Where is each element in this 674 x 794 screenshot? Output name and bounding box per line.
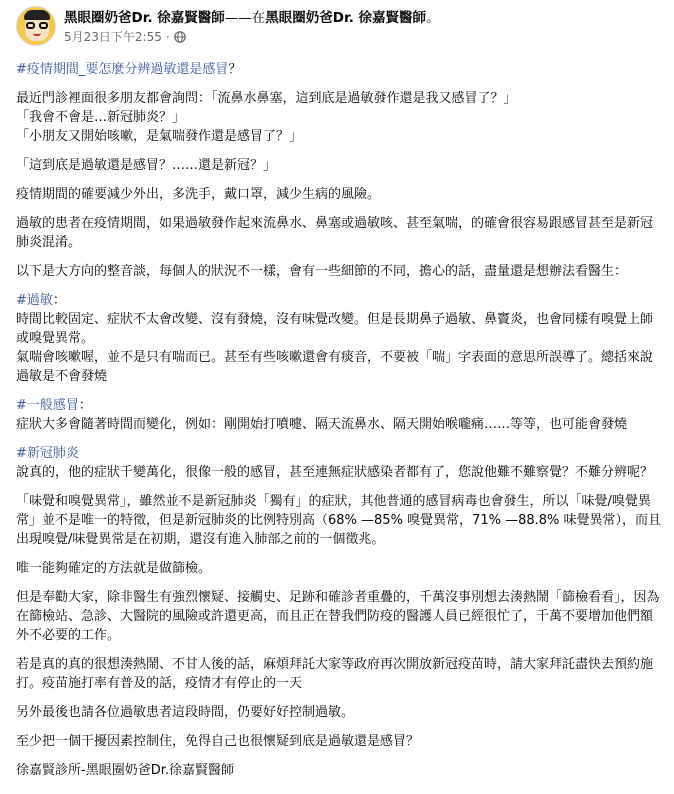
post-title	[16, 60, 662, 79]
author-line	[64, 9, 440, 27]
paragraph-control: 另外最後也請各位過敏患者這段時間，仍要好好控制過敏。	[16, 705, 355, 720]
hashtag-allergy[interactable]: #過敏	[16, 293, 53, 308]
paragraph-overview: 以下是大方向的整音談，每個人的狀況不一樣，會有一些細節的不同，擔心的話，盡量還是想辦法看醫生：	[16, 264, 628, 279]
post-header	[16, 6, 440, 50]
post-timestamp[interactable]: 5月23日下午2:55	[64, 30, 162, 44]
paragraph-vaccine: 若是真的真的很想湊熱鬧、不甘人後的話，麻煩拜託大家等政府再次開放新冠疫苗時，請大家拜託盡快去預約施打。疫苗施打率有普及的話，疫情才有停止的一天	[16, 657, 654, 691]
paragraph-advice: 但是奉勸大家，除非醫生有強烈懷疑、接觸史、足跡和確診者重疊的，千萬沒事別想去湊熱鬧「篩檢看看」，因為在篩檢站、急診、大醫院的風險或許還更高，而且正在替我們防疫的醫護人員已經很忙了，千萬不要增加他們額外不必要的工作。	[16, 590, 660, 643]
paragraph-cold: 症狀大多會隨著時間而變化，例如：剛開始打噴嚏、隔天流鼻水、隔天開始喉嚨痛……等等，也可能會發燒	[16, 417, 628, 432]
paragraph-allergy: 時間比較固定、症狀不太會改變、沒有發燒，沒有味覺改變。但是長期鼻子過敏、鼻竇炎，也會同樣有嗅覺上師或嗅覺異常。 氣喘會咳嗽喔，並不是只有喘而已。甚至有些咳嗽還會有痰音，不要被「喘」字表面的意思所誤導了。總括來說過敏是不會發燒	[16, 312, 654, 384]
paragraph-covid: 說真的，他的症狀千變萬化，很像一般的感冒，甚至連無症狀感染者都有了，您說他難不難察覺？不難分辨呢？	[16, 465, 654, 480]
post-body	[16, 60, 662, 790]
globe-icon[interactable]	[174, 31, 186, 43]
paragraph-signature: 徐嘉賢診所-黑眼圈奶爸Dr.徐嘉賢醫師	[16, 763, 234, 778]
paragraph-closing: 至少把一個干擾因素控制住，免得自己也很懷疑到底是過敏還是感冒？	[16, 734, 420, 749]
meta-dot: ·	[165, 30, 170, 44]
section-covid	[16, 444, 662, 482]
title-suffix: ？	[228, 62, 242, 77]
cold-colon: ：	[78, 398, 92, 413]
paragraph-smell-taste: 「味覺和嗅覺異常」，雖然並不是新冠肺炎「獨有」的症狀，其他普通的感冒病毒也會發生，所以「味覺/嗅覺異常」並不是唯一的特徵，但是新冠肺炎的比例特別高（68% —85% 嗅覺異常，71% —88.8% 味覺異常），而且出現嗅覺/味覺異常是在初期，還沒有進入肺部之前的一個徵兆。	[16, 494, 662, 547]
post-subline	[64, 29, 440, 45]
location-link[interactable]: 黑眼圈奶爸Dr. 徐嘉賢醫師	[265, 10, 427, 26]
author-avatar[interactable]	[16, 6, 56, 46]
paragraph-screening: 唯一能夠確定的方法就是做篩檢。	[16, 561, 212, 576]
hashtag-covid[interactable]: #新冠肺炎	[16, 446, 79, 461]
section-allergy	[16, 291, 662, 386]
hashtag-cold[interactable]: #一般感冒	[16, 398, 79, 413]
hashtag-title[interactable]: #疫情期間_要怎麼分辨過敏還是感冒	[16, 62, 229, 77]
paragraph-questions: 最近門診裡面很多朋友都會詢問：「流鼻水鼻塞，這到底是過敏發作還是我又感冒了？」 「我會不會是…新冠肺炎？」 「小朋友又開始咳嗽，是氣喘發作還是感冒了？」	[16, 91, 517, 144]
post-meta	[64, 9, 440, 45]
paragraph-precautions: 疫情期間的確要減少外出，多洗手，戴口罩，減少生病的風險。	[16, 187, 381, 202]
paragraph-question-summary: 「這到底是過敏還是感冒？……還是新冠？」	[16, 158, 277, 173]
avatar-hair	[24, 10, 50, 20]
location-suffix: 。	[426, 10, 440, 26]
author-name-link[interactable]: 黑眼圈奶爸Dr. 徐嘉賢醫師	[64, 10, 225, 26]
allergy-colon: ：	[52, 293, 66, 308]
section-cold	[16, 396, 662, 434]
paragraph-allergy-confusion: 過敏的患者在疫情期間，如果過敏發作起來流鼻水、鼻塞或過敏咳、甚至氣喘，的確會很容易跟感冒甚至是新冠肺炎混淆。	[16, 216, 654, 250]
checkin-separator: ——在	[224, 10, 266, 26]
avatar-glasses	[26, 22, 48, 29]
